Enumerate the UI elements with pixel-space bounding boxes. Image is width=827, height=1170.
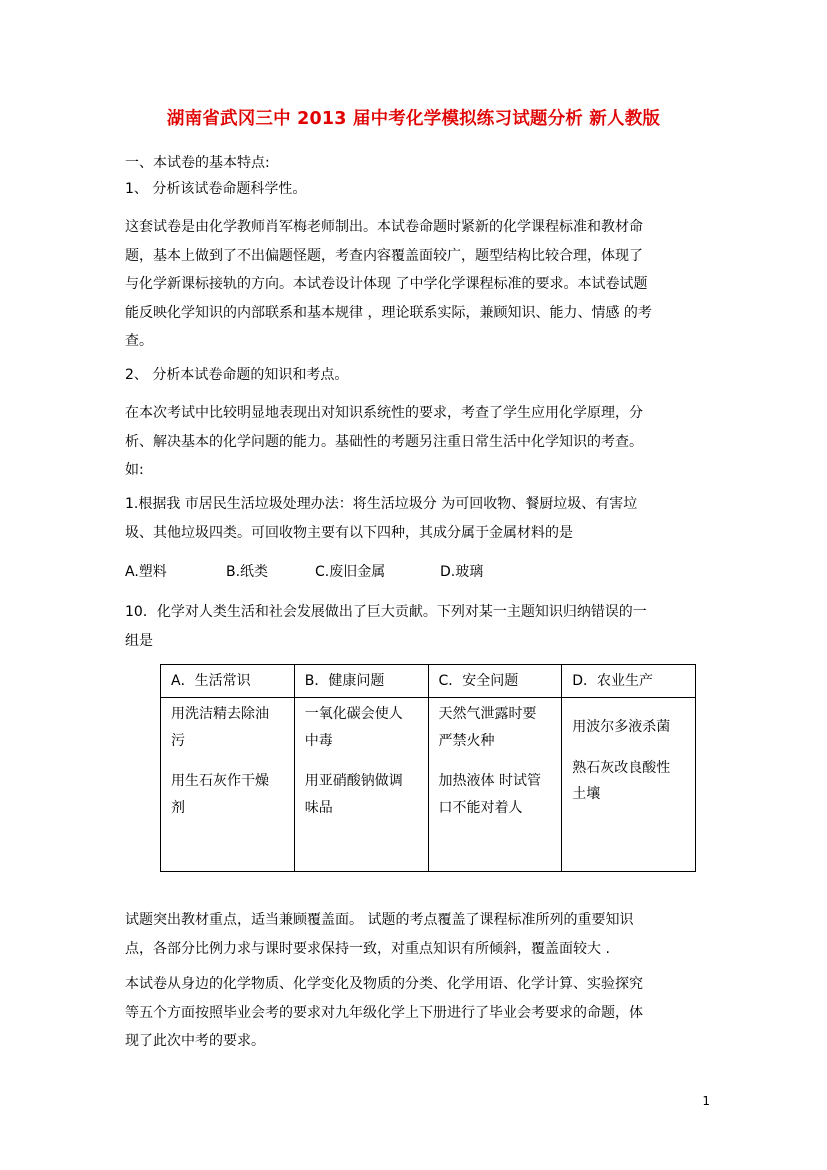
point1-heading: 1、 分析该试卷命题科学性。 (125, 181, 307, 197)
option-d: D.玻璃 (440, 564, 484, 580)
final-line: 本试卷从身边的化学物质、化学变化及物质的分类、化学用语、化学计算、实验探究 (125, 976, 643, 992)
cell-text: 污 (171, 732, 185, 749)
option-c: C.废旧金属 (315, 564, 386, 580)
cell-text: 用亚硝酸钠做调 (304, 773, 403, 789)
cell-text: 加热液体 时试管 (438, 773, 541, 789)
cell-text: 用洗洁精去除油 (171, 706, 269, 722)
final-line: 等五个方面按照毕业会考的要求对九年级化学上下册进行了毕业会考要求的命题，体 (125, 1004, 643, 1021)
cell-b (294, 698, 428, 872)
question-10-table (160, 664, 696, 872)
cell-text: 严禁火种 (438, 732, 495, 749)
section-heading: 一、本试卷的基本特点: (125, 155, 270, 171)
cell-text: 口不能对着人 (438, 799, 523, 816)
question-10-line: 10．化学对人类生活和社会发展做出了巨大贡献。下列对某一主题知识归纳错误的一 (125, 604, 647, 620)
header-cell-a: A．生活常识 (161, 665, 295, 698)
final-paragraph (125, 970, 700, 1056)
option-b: B.纸类 (226, 564, 269, 580)
document-title: 湖南省武冈三中 2013 届中考化学模拟练习试题分析 新人教版 (166, 109, 661, 129)
cell-text: 一氧化碳会使人 (304, 706, 403, 722)
summary-line: 点，各部分比例力求与课时要求保持一致，对重点知识有所倾斜，覆盖面较大 . (125, 940, 610, 957)
point2-line: 如: (125, 462, 144, 478)
table-header-row (161, 665, 696, 698)
cell-text: 土壤 (572, 786, 601, 802)
cell-d (562, 698, 696, 872)
cell-text: 用波尔多液杀菌 (572, 719, 671, 735)
point1-body (125, 213, 700, 356)
cell-a (161, 698, 295, 872)
point2-line: 在本次考试中比较明显地表现出对知识系统性的要求，考查了学生应用化学原理，分 (125, 405, 643, 421)
point1-line: 能反映化学知识的内部联系和基本规律 ，理论联系实际，兼顾知识、能力、情感 的考 (125, 304, 652, 321)
cell-text: 中毒 (304, 732, 333, 749)
point2-body (125, 399, 700, 485)
point1-line: 题，基本上做到了不出偏题怪题，考查内容覆盖面较广，题型结构比较合理，体现了 (125, 247, 643, 264)
header-cell-c: C．安全问题 (428, 665, 562, 698)
table-row (161, 698, 696, 872)
point1-line: 这套试卷是由化学教师肖军梅老师制出。本试卷命题时紧新的化学课程标准和教材命 (125, 219, 643, 235)
question-1-line: 1.根据我 市居民生活垃圾处理办法：将生活垃圾分 为可回收物、餐厨垃圾、有害垃 (125, 496, 638, 512)
page-number: 1 (702, 1094, 710, 1108)
point1-line: 查。 (125, 333, 153, 349)
option-a: A.塑料 (125, 564, 167, 580)
header-cell-b: B．健康问题 (294, 665, 428, 698)
final-line: 现了此次中考的要求。 (125, 1033, 265, 1049)
cell-text: 味品 (304, 799, 333, 816)
cell-text: 剂 (171, 799, 185, 816)
summary-line: 试题突出教材重点，适当兼顾覆盖面。 试题的考点覆盖了课程标准所列的重要知识 (125, 912, 634, 928)
question-1-line: 圾、其他垃圾四类。可回收物主要有以下四种，其成分属于金属材料的是 (125, 524, 573, 541)
cell-c (428, 698, 562, 872)
question-10-line: 组是 (125, 632, 153, 649)
point2-line: 析、解决基本的化学问题的能力。基础性的考题另注重日常生活中化学知识的考查。 (125, 433, 643, 450)
question-1 (125, 490, 700, 547)
cell-text: 用生石灰作干燥 (171, 773, 269, 789)
cell-text: 熟石灰改良酸性 (572, 759, 671, 776)
cell-text: 天然气泄露时要 (438, 706, 537, 722)
question-10 (125, 598, 700, 655)
point2-heading: 2、 分析本试卷命题的知识和考点。 (125, 367, 349, 383)
summary-paragraph (125, 906, 700, 963)
point1-line: 与化学新课标接轨的方向。本试卷设计体现 了中学化学课程标准的要求。本试卷试题 (125, 276, 648, 292)
header-cell-d: D．农业生产 (562, 665, 696, 698)
